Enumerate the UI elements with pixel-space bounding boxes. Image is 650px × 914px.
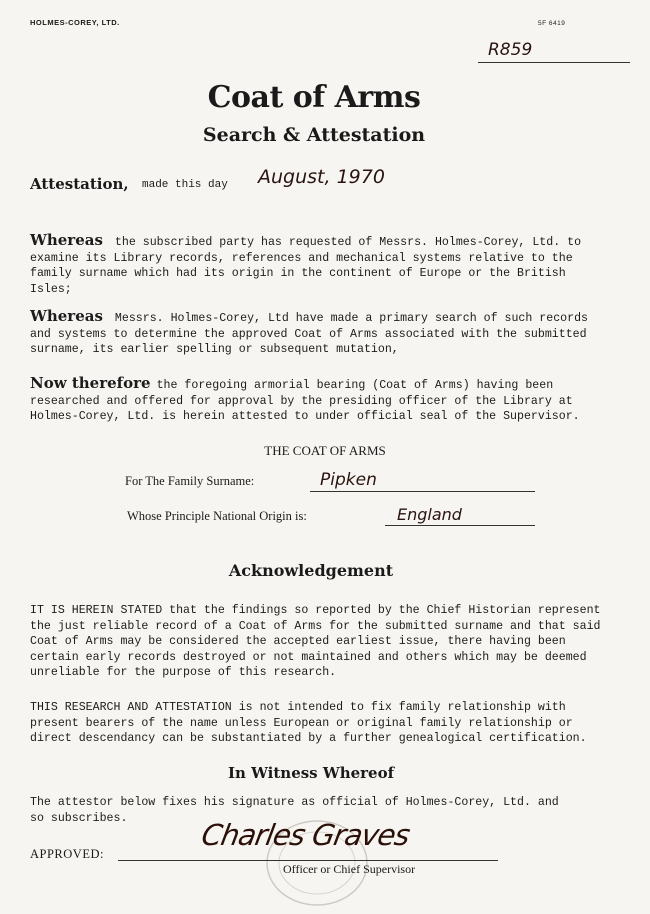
witness-text: The attestor below fixes his signature as official of Holmes-Corey, Ltd. and so subscribes.	[30, 796, 559, 825]
clause-whereas-1	[30, 233, 610, 297]
surname-line	[310, 491, 535, 492]
page-title: Coat of Arms	[207, 80, 421, 115]
witness-heading: In Witness Whereof	[227, 764, 395, 782]
attestation-label: Attestation,	[30, 175, 129, 193]
page-subtitle: Search & Attestation	[202, 124, 426, 146]
origin-line	[385, 525, 535, 526]
clause-text: the subscribed party has requested of Messrs. Holmes-Corey, Ltd. to examine its Library records, references and mechanical systems relative to the family surname which had its origin in the continent of Europe or the British Isles;	[30, 236, 582, 296]
reference-number: R859	[488, 40, 533, 60]
clause-text: Messrs. Holmes-Corey, Ltd have made a primary search of such records and systems to determine the approved Coat of Arms associated with the submitted surname, its earlier spelling or subsequent mutation,	[30, 312, 589, 356]
origin-value: England	[397, 505, 462, 524]
clause-now-therefore	[30, 376, 610, 425]
attestation-date: August, 1970	[258, 166, 385, 188]
acknowledgement-heading: Acknowledgement	[228, 561, 394, 580]
acknowledgement-para-1: IT IS HEREIN STATED that the findings so reported by the Chief Historian represent the just reliable record of a Coat of Arms for the submitted surname and that said Coat of Arms may be considered the accepted earliest issue, there having been certain early records destroyed or not maintained and others which may be deemed unreliable for the purpose of this research.	[30, 604, 601, 679]
clause-label: Now therefore	[30, 374, 151, 392]
acknowledgement-para-2: THIS RESEARCH AND ATTESTATION is not intended to fix family relationship with present bearers of the name unless European or original family relationship or direct descendancy can be substantiated by a further genealogical certification.	[30, 701, 587, 745]
origin-label: Whose Principle National Origin is:	[127, 509, 307, 523]
surname-label: For The Family Surname:	[125, 474, 255, 488]
clause-text: the foregoing armorial bearing (Coat of Arms) having been researched and offered for approval by the presiding officer of the Library at Holmes-Corey, Ltd. is herein attested to under official seal of the Supervisor.	[30, 379, 580, 423]
reference-underline	[478, 62, 630, 63]
clause-whereas-2	[30, 309, 610, 358]
attestation-text: made this day	[142, 179, 228, 191]
officer-label: Officer or Chief Supervisor	[283, 862, 416, 876]
signature-line	[118, 860, 498, 861]
signature: Charles Graves	[199, 818, 412, 852]
clause-label: Whereas	[30, 231, 103, 249]
surname-value: Pipken	[320, 470, 377, 490]
form-number: 5F 6419	[538, 20, 566, 27]
coat-heading: THE COAT OF ARMS	[264, 443, 386, 458]
clause-label: Whereas	[30, 307, 103, 325]
approved-label: APPROVED:	[30, 847, 104, 861]
company-name: HOLMES-COREY, LTD.	[30, 18, 120, 27]
